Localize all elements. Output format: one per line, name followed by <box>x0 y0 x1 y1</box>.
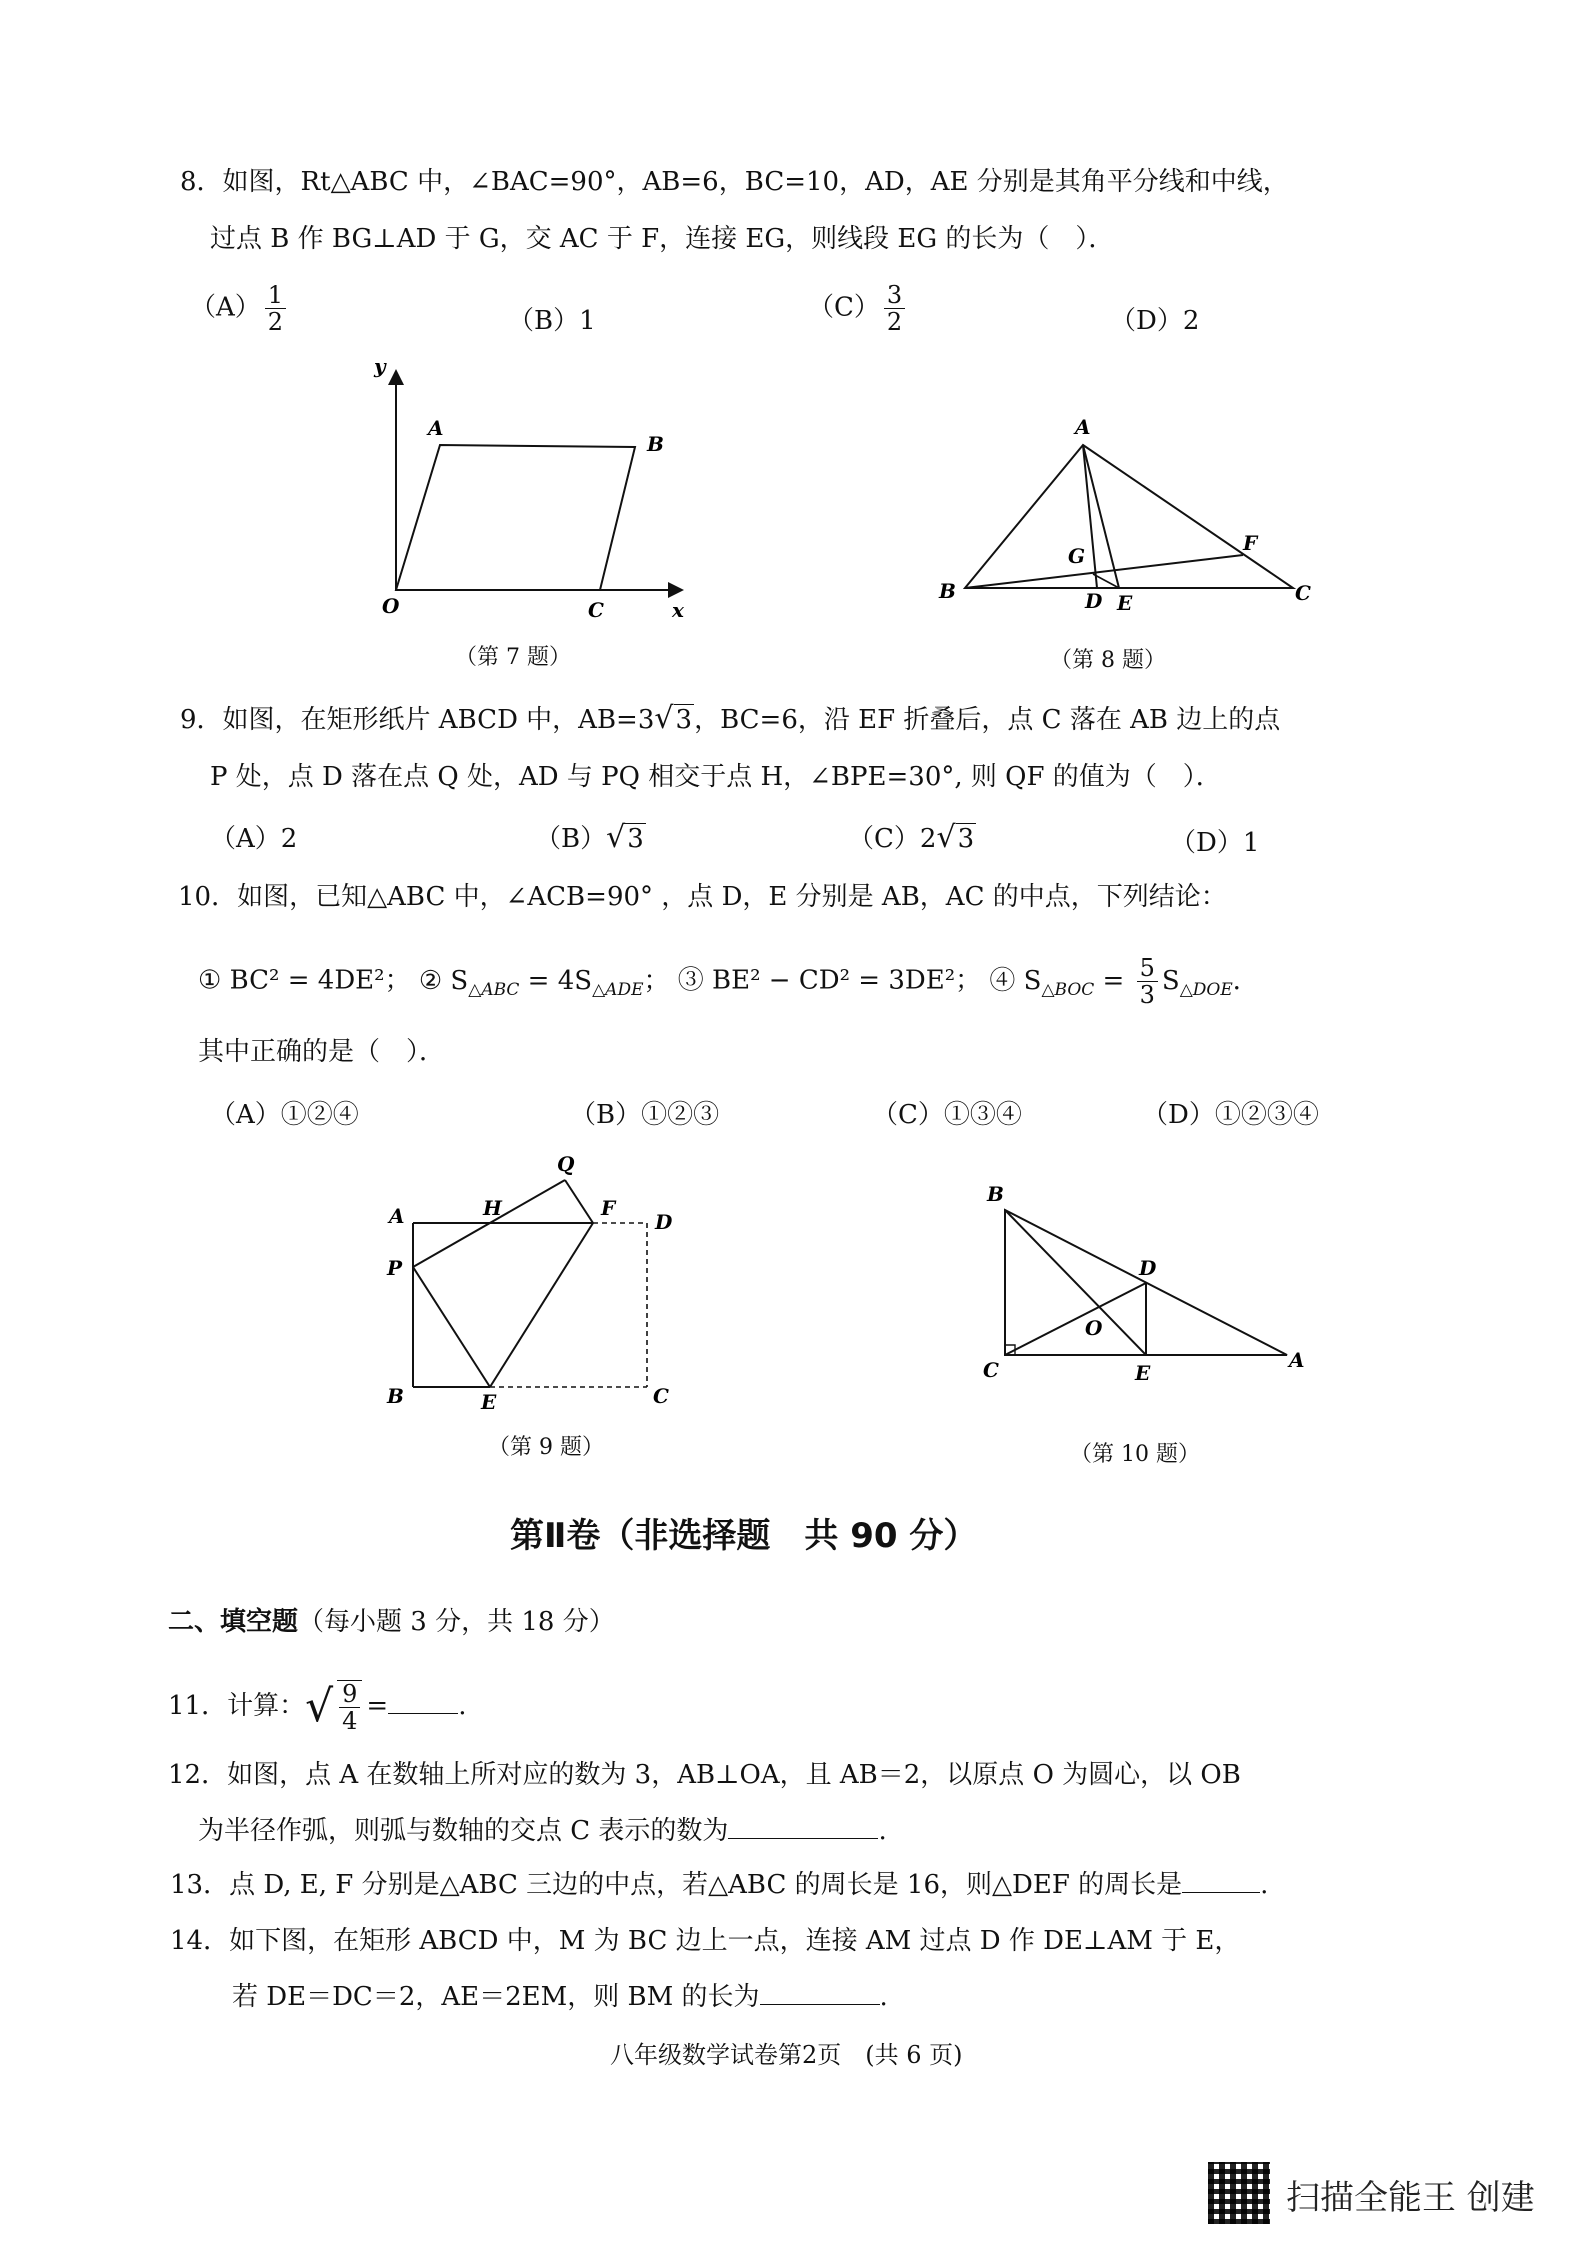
q12-answer-blank[interactable] <box>728 1814 878 1839</box>
sqrt-symbol: √ <box>654 701 674 736</box>
q8-option-a <box>190 282 290 335</box>
label-c: C <box>588 598 604 622</box>
label-e: E <box>481 1390 497 1414</box>
label-b: B <box>939 579 956 603</box>
label-q: Q <box>557 1152 575 1176</box>
q8-option-a-fraction <box>265 282 286 335</box>
q12-line1: 12．如图，点 A 在数轴上所对应的数为 3，AB⊥OA，且 AB＝2，以原点 O 为圆心，以 OB <box>168 1760 1241 1790</box>
q10-conclusion-3: ③ BE² − CD² = 3DE²； <box>677 965 982 996</box>
label-o: O <box>382 594 400 618</box>
segment-bf <box>965 555 1243 588</box>
q10-c2-s: ② S <box>418 965 469 996</box>
label-c: C <box>983 1358 999 1382</box>
sqrt-symbol: √ <box>606 820 626 855</box>
label-a: A <box>1289 1348 1305 1372</box>
label-f: F <box>1243 531 1258 555</box>
sqrt-radicand: 3 <box>957 824 975 854</box>
label-p: P <box>387 1256 403 1280</box>
q10-c2-sub1: △ABC <box>468 979 520 1000</box>
q10-option-d: （D）①②③④ <box>1142 1100 1319 1130</box>
fraction-numerator: 9 <box>339 1681 360 1708</box>
q9-option-b <box>535 818 646 855</box>
figure-8 <box>925 410 1325 620</box>
q8-option-c-fraction <box>884 282 905 335</box>
q10-c4-s: ④ S <box>989 965 1042 996</box>
fill-heading <box>168 1605 615 1639</box>
sqrt-symbol: √ <box>936 820 956 855</box>
q9-option-c-label: （C）2 <box>848 824 937 854</box>
page-footer: 八年级数学试卷第2页 (共 6 页) <box>610 2041 963 2069</box>
q13 <box>170 1868 1268 1902</box>
fraction-numerator: 1 <box>265 282 286 309</box>
label-g: G <box>1068 544 1086 568</box>
q10-c2-eq: = 4S <box>519 965 593 996</box>
q14-line2 <box>232 1980 888 2014</box>
label-d: D <box>655 1210 673 1234</box>
q8-option-c <box>808 282 909 335</box>
label-c: C <box>1295 581 1311 605</box>
label-d: D <box>1139 1256 1157 1280</box>
segment-pe <box>413 1267 490 1387</box>
fraction-denominator: 2 <box>886 308 903 336</box>
label-d: D <box>1085 589 1103 613</box>
q13-text: 13．点 D, E, F 分别是△ABC 三边的中点，若△ABC 的周长是 16，则△DEF 的周长是 <box>170 1870 1183 1900</box>
q10-c4-sub2: △DOE <box>1179 979 1233 1000</box>
segment-ad <box>1083 445 1097 588</box>
q14-answer-blank[interactable] <box>760 1980 880 2005</box>
label-y: y <box>374 355 386 378</box>
sqrt-symbol: √ <box>305 1681 334 1732</box>
fraction-denominator: 2 <box>267 308 284 336</box>
q10-option-b: （B）①②③ <box>570 1100 720 1130</box>
label-e: E <box>1135 1361 1151 1385</box>
q9-line1-end: ，BC=6，沿 EF 折叠后，点 C 落在 AB 边上的点 <box>694 705 1281 735</box>
q8-line2: 过点 B 作 BG⊥AD 于 G，交 AC 于 F，连接 EG，则线段 EG 的长为（ ）． <box>210 224 1115 254</box>
q10-conclusion-2 <box>418 965 670 1000</box>
fraction-numerator: 3 <box>884 282 905 309</box>
q11-label: 11．计算： <box>168 1691 306 1721</box>
q11-fraction <box>337 1680 362 1734</box>
segment-cd <box>1005 1283 1146 1355</box>
q9-option-c <box>848 818 976 855</box>
q10-c2-sub2: △ADE <box>592 979 644 1000</box>
q13-end: . <box>1260 1870 1269 1900</box>
segment-be <box>1005 1210 1146 1355</box>
label-b: B <box>647 432 664 456</box>
q9-option-a: （A）2 <box>210 824 298 854</box>
fill-heading-bold: 二、填空题 <box>168 1607 299 1637</box>
q9-line1 <box>180 702 1280 737</box>
figure-10-caption: （第 10 题） <box>1070 1442 1200 1467</box>
q8-option-a-label: （A） <box>190 292 261 323</box>
part2-title: 第Ⅱ卷（非选择题 共 90 分） <box>510 1516 978 1556</box>
q8-option-d: （D）2 <box>1110 306 1200 336</box>
q9-line2: P 处，点 D 落在点 Q 处，AD 与 PQ 相交于点 H，∠BPE=30°, 则 QF 的值为（ ）． <box>210 762 1222 792</box>
label-c: C <box>653 1384 669 1408</box>
q12-end: . <box>878 1816 887 1846</box>
sqrt-radicand: 3 <box>675 705 693 735</box>
q9-line1-start: 9．如图，在矩形纸片 ABCD 中，AB=3 <box>180 705 655 735</box>
figure-9 <box>375 1145 695 1415</box>
label-h: H <box>483 1196 502 1220</box>
q10-c4-fraction <box>1137 955 1158 1008</box>
fraction-numerator: 5 <box>1137 955 1158 982</box>
q10-line1: 10．如图，已知△ABC 中，∠ACB=90° ，点 D，E 分别是 AB，AC 的中点，下列结论： <box>178 882 1227 912</box>
q8-option-c-label: （C） <box>808 292 880 323</box>
q11-equals: = <box>366 1691 389 1721</box>
figure-8-caption: （第 8 题） <box>1050 648 1166 673</box>
q10-conclusion-4 <box>989 954 1259 1009</box>
q14-line1: 14．如下图，在矩形 ABCD 中，M 为 BC 边上一点，连接 AM 过点 D 作 DE⊥AM 于 E， <box>170 1926 1241 1956</box>
label-x: x <box>672 598 684 622</box>
parallelogram <box>396 445 635 590</box>
label-a: A <box>428 416 444 440</box>
q9-option-d: （D）1 <box>1170 828 1260 858</box>
figure-10 <box>975 1175 1325 1405</box>
fill-heading-rest: （每小题 3 分，共 18 分） <box>298 1607 615 1637</box>
figure-9-caption: （第 9 题） <box>488 1435 604 1460</box>
label-f: F <box>601 1196 616 1220</box>
scanner-watermark: 扫描全能王 创建 <box>1286 2178 1535 2218</box>
qr-code-icon <box>1208 2162 1270 2224</box>
q10-option-a: （A）①②④ <box>210 1100 359 1130</box>
q10-c4-sub1: △BOC <box>1041 979 1095 1000</box>
label-a: A <box>1075 415 1091 439</box>
q10-c2-end: ； <box>643 965 670 996</box>
fraction-denominator: 4 <box>342 1707 358 1735</box>
label-o: O <box>1085 1316 1103 1340</box>
q12-line2 <box>198 1814 887 1848</box>
q10-line3: 其中正确的是（ ）． <box>198 1037 446 1067</box>
sqrt-radicand: 3 <box>627 824 644 854</box>
q11-end: . <box>458 1691 467 1721</box>
q8-line1: 8．如图，Rt△ABC 中，∠BAC=90°，AB=6，BC=10，AD，AE 分别是其角平分线和中线， <box>180 167 1289 197</box>
q14-line2-text: 若 DE＝DC＝2，AE＝2EM，则 BM 的长为 <box>232 1982 760 2012</box>
triangle-abc <box>965 445 1293 588</box>
q14-end: . <box>879 1982 888 2012</box>
q10-conclusion-1: ① BC² = 4DE²； <box>198 965 411 996</box>
label-b: B <box>987 1182 1004 1206</box>
q10-c4-eq: = <box>1094 965 1133 996</box>
q10-option-c: （C）①③④ <box>872 1100 1022 1130</box>
q12-line2-text: 为半径作弧，则弧与数轴的交点 C 表示的数为 <box>198 1816 729 1846</box>
q13-answer-blank[interactable] <box>1182 1868 1260 1893</box>
figure-7-caption: （第 7 题） <box>455 645 571 670</box>
segment-ef <box>490 1223 593 1387</box>
label-a: A <box>389 1204 405 1228</box>
q9-option-b-label: （B） <box>535 824 607 854</box>
segment-qf <box>565 1180 593 1223</box>
figure-7 <box>360 355 700 625</box>
label-e: E <box>1117 591 1133 615</box>
q11 <box>168 1680 466 1734</box>
label-b: B <box>387 1384 404 1408</box>
q8-option-b: （B）1 <box>508 306 596 336</box>
fraction-denominator: 3 <box>1139 981 1155 1009</box>
q10-conclusions <box>198 955 1259 1008</box>
q10-c4-s2: S <box>1161 965 1180 996</box>
q10-c4-end: ． <box>1232 965 1259 996</box>
q11-answer-blank[interactable] <box>388 1689 458 1714</box>
